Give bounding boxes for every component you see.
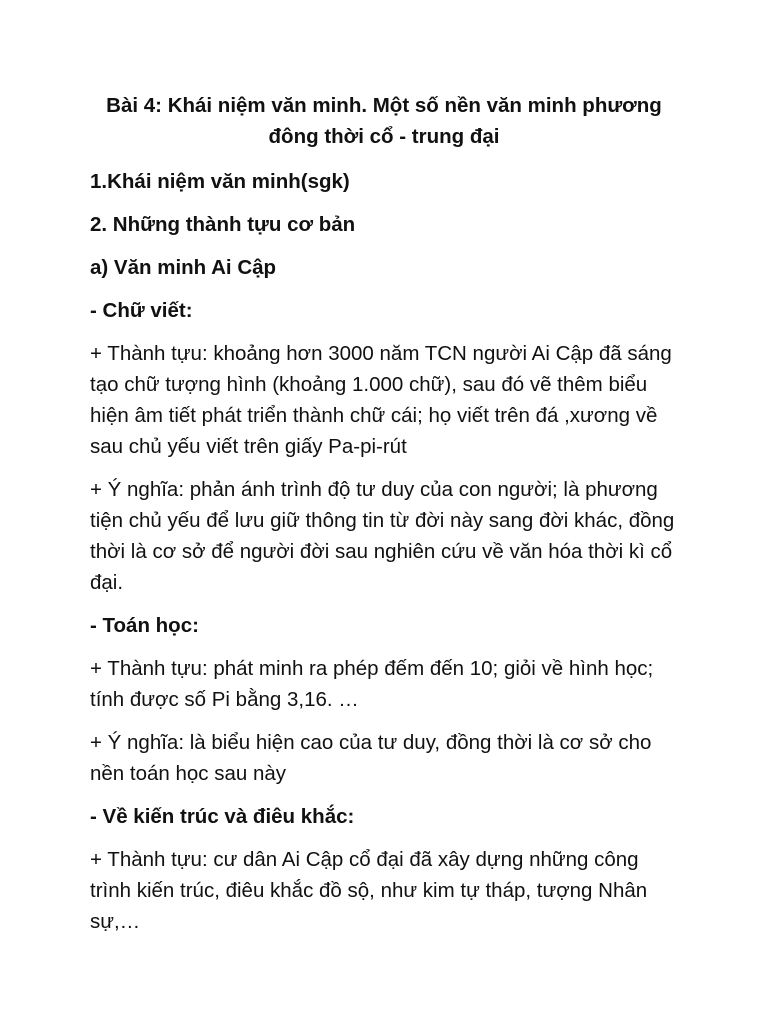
document-page [90, 90, 678, 949]
title-line-1: Bài 4: Khái niệm văn minh. Một số nền văn minh phương [106, 94, 662, 117]
writing-heading: - Chữ viết: [90, 299, 193, 322]
architecture-achievement: + Thành tựu: cư dân Ai Cập cổ đại đã xây dựng những công trình kiến trúc, điêu khắc đồ sộ, như kim tự tháp, tượng Nhân sự,… [90, 848, 648, 933]
architecture-heading: - Về kiến trúc và điêu khắc: [90, 805, 355, 828]
math-meaning: + Ý nghĩa: là biểu hiện cao của tư duy, đồng thời là cơ sở cho nền toán học sau này [90, 731, 652, 785]
section-2-heading: 2. Những thành tựu cơ bản [90, 213, 356, 236]
document-title [90, 90, 678, 152]
subsection-a-heading: a) Văn minh Ai Cập [90, 256, 277, 279]
section-1-heading: 1.Khái niệm văn minh(sgk) [90, 170, 350, 193]
writing-achievement: + Thành tựu: khoảng hơn 3000 năm TCN người Ai Cập đã sáng tạo chữ tượng hình (khoảng 1.000 chữ), sau đó vẽ thêm biểu hiện âm tiết phát triển thành chữ cái; họ viết trên đá ,xương về sau chủ yếu viết trên giấy Pa-pi-rút [90, 342, 672, 458]
writing-meaning: + Ý nghĩa: phản ánh trình độ tư duy của con người; là phương tiện chủ yếu để lưu giữ thông tin từ đời này sang đời khác, đồng thời là cơ sở để người đời sau nghiên cứu về văn hóa thời kì cổ đại. [90, 478, 675, 594]
title-line-2: đông thời cổ - trung đại [268, 125, 500, 148]
math-achievement: + Thành tựu: phát minh ra phép đếm đến 10; giỏi về hình học; tính được số Pi bằng 3,16. … [90, 657, 654, 711]
math-heading: - Toán học: [90, 614, 199, 637]
